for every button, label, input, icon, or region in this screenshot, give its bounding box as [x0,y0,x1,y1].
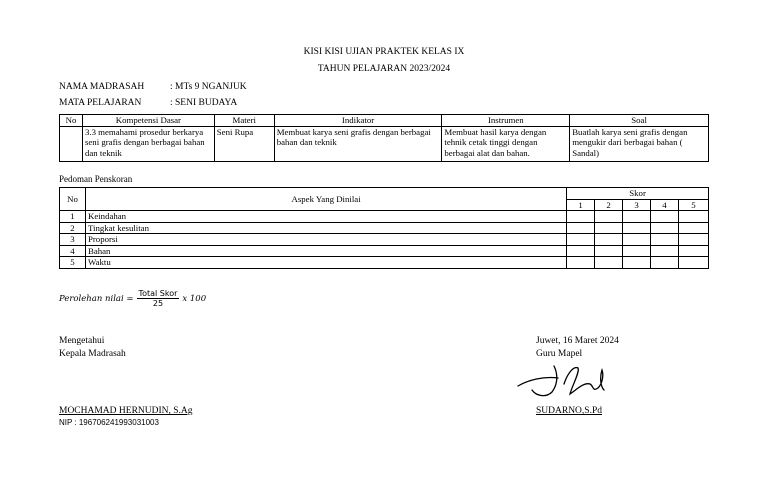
score-cell [595,234,623,246]
kisi-header-soal: Soal [570,115,709,127]
madrasah-label: NAMA MADRASAH [59,82,145,92]
skor-col-5: 5 [678,199,708,211]
row-no: 3 [60,234,86,246]
score-cell [595,245,623,257]
left-line2: Kepala Madrasah [59,349,126,359]
skor-col-4: 4 [651,199,679,211]
score-formula [59,289,206,308]
kisi-cell-materi: Seni Rupa [214,126,274,161]
row-aspek: Keindahan [85,211,566,223]
row-aspek: Proporsi [85,234,566,246]
right-line1: Juwet, 16 Maret 2024 [536,336,619,346]
score-cell [567,211,595,223]
score-cell [623,211,651,223]
score-cell [567,234,595,246]
formula-denominator: 25 [152,299,164,308]
doc-title: KISI KISI UJIAN PRAKTEK KELAS IX [303,47,465,57]
mapel-label: MATA PELAJARAN [59,98,142,108]
left-signer-nip: NIP : 196706241993031003 [59,418,159,427]
row-no: 1 [60,211,86,223]
score-cell [651,211,679,223]
kisi-header-kd: Kompetensi Dasar [82,115,214,127]
skor-col-1: 1 [567,199,595,211]
skor-col-3: 3 [623,199,651,211]
right-line2: Guru Mapel [536,349,583,359]
score-cell [678,234,708,246]
score-cell [678,211,708,223]
table-row [60,234,709,246]
row-aspek: Waktu [85,257,566,269]
kisi-table [59,114,709,162]
left-line1: Mengetahui [59,336,105,346]
score-cell [623,245,651,257]
kisi-header-no: No [60,115,83,127]
kisi-cell-no [60,126,83,161]
pedoman-label: Pedoman Penskoran [59,174,133,184]
score-cell [678,245,708,257]
skor-header-row [60,188,709,200]
score-cell [651,257,679,269]
table-row [60,211,709,223]
row-no: 2 [60,222,86,234]
score-cell [567,222,595,234]
score-cell [651,222,679,234]
right-signer-name: SUDARNO,S.Pd [536,406,602,416]
kisi-cell-kd: 3.3 memahami prosedur berkarya seni grafis dengan berbagai bahan dan teknik [82,126,214,161]
formula-fraction [137,289,180,308]
row-aspek: Bahan [85,245,566,257]
score-cell [678,257,708,269]
table-row [60,257,709,269]
score-cell [623,222,651,234]
left-signer-name: MOCHAMAD HERNUDIN, S.Ag [59,406,193,416]
kisi-cell-indikator: Membuat karya seni grafis dengan berbagai bahan dan teknik [274,126,442,161]
kisi-header-materi: Materi [214,115,274,127]
kisi-cell-soal: Buatlah karya seni grafis dengan mengukir dari berbagai bahan ( Sandal) [570,126,709,161]
score-cell [651,234,679,246]
skor-header-aspek: Aspek Yang Dinilai [85,188,566,211]
madrasah-value: : MTs 9 NGANJUK [170,82,247,92]
row-no: 4 [60,245,86,257]
formula-rhs: x 100 [182,294,207,304]
table-row [60,222,709,234]
row-no: 5 [60,257,86,269]
table-row [60,245,709,257]
score-cell [623,234,651,246]
skor-col-2: 2 [595,199,623,211]
formula-numerator: Total Skor [138,289,178,298]
kisi-row [60,126,709,161]
score-cell [595,211,623,223]
formula-lhs: Perolehan nilai = [59,294,134,304]
skor-header-skor: Skor [567,188,709,200]
kisi-header-instrumen: Instrumen [442,115,570,127]
score-cell [567,257,595,269]
kisi-cell-instrumen: Membuat hasil karya dengan tehnik cetak tinggi dengan berbagai alat dan bahan. [442,126,570,161]
kisi-header-indikator: Indikator [274,115,442,127]
score-cell [623,257,651,269]
score-cell [595,257,623,269]
doc-subtitle: TAHUN PELAJARAN 2023/2024 [317,64,451,74]
skor-table [59,187,709,269]
score-cell [651,245,679,257]
kisi-header-row [60,115,709,127]
score-cell [567,245,595,257]
signature-image [514,360,614,400]
score-cell [678,222,708,234]
mapel-value: : SENI BUDAYA [170,98,238,108]
skor-header-no: No [60,188,86,211]
row-aspek: Tingkat kesulitan [85,222,566,234]
score-cell [595,222,623,234]
